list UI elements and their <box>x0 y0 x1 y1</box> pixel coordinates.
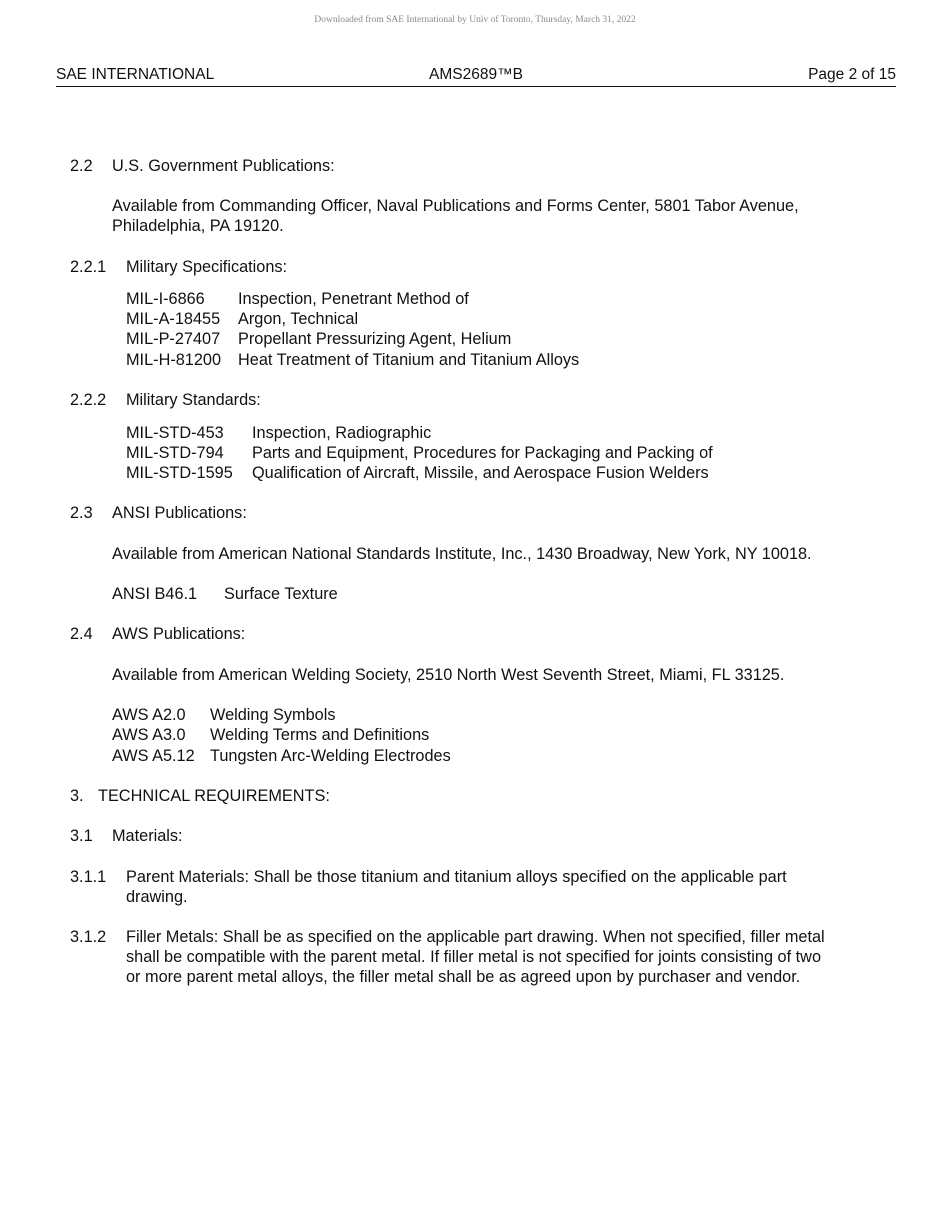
section-2-2-1-number: 2.2.1 <box>70 258 107 276</box>
section-3-1-1-text-line-2: drawing. <box>126 888 188 906</box>
section-3-number: 3. <box>70 787 84 805</box>
mil-std-code: MIL-STD-1595 <box>126 464 233 482</box>
section-2-2-availability-line-1: Available from Commanding Officer, Naval Publications and Forms Center, 5801 Tabor Avenue, <box>112 197 799 215</box>
header-document-id: AMS2689™B <box>429 66 523 83</box>
section-3-title: TECHNICAL REQUIREMENTS: <box>98 787 330 805</box>
download-watermark: Downloaded from SAE International by Univ of Toronto, Thursday, March 31, 2022 <box>314 15 636 25</box>
mil-std-code: MIL-STD-453 <box>126 424 224 442</box>
section-2-2-title: U.S. Government Publications: <box>112 157 335 175</box>
section-3-1-1-number: 3.1.1 <box>70 868 107 886</box>
aws-description: Welding Symbols <box>210 706 336 724</box>
mil-std-code: MIL-STD-794 <box>126 444 224 462</box>
mil-std-description: Inspection, Radiographic <box>252 424 432 442</box>
section-2-4-title: AWS Publications: <box>112 625 246 643</box>
section-3-1-2-text-line-2: shall be compatible with the parent metal. If filler metal is not specified for joints consisting of two <box>126 948 821 966</box>
section-3-1-2-number: 3.1.2 <box>70 928 107 946</box>
mil-spec-description: Inspection, Penetrant Method of <box>238 290 469 308</box>
section-2-3-number: 2.3 <box>70 504 93 522</box>
section-3-1-2-text-line-3: or more parent metal alloys, the filler metal shall be as agreed upon by purchaser and vendor. <box>126 968 801 986</box>
mil-std-description: Qualification of Aircraft, Missile, and Aerospace Fusion Welders <box>252 464 709 482</box>
aws-code: AWS A5.12 <box>112 747 195 765</box>
section-2-2-availability-line-2: Philadelphia, PA 19120. <box>112 217 284 235</box>
header-organization: SAE INTERNATIONAL <box>56 66 215 83</box>
mil-std-description: Parts and Equipment, Procedures for Packaging and Packing of <box>252 444 713 462</box>
ansi-description: Surface Texture <box>224 585 338 603</box>
section-2-3-availability: Available from American National Standards Institute, Inc., 1430 Broadway, New York, NY 10018. <box>112 545 812 563</box>
section-2-4-number: 2.4 <box>70 625 93 643</box>
section-2-2-2-number: 2.2.2 <box>70 391 107 409</box>
section-3-1-2-text-line-1: Filler Metals: Shall be as specified on the applicable part drawing. When not specified, filler metal <box>126 928 825 946</box>
section-2-2-number: 2.2 <box>70 157 93 175</box>
ansi-code: ANSI B46.1 <box>112 585 198 603</box>
header-page-number: Page 2 of 15 <box>808 66 896 83</box>
aws-code: AWS A3.0 <box>112 726 186 744</box>
aws-description: Welding Terms and Definitions <box>210 726 430 744</box>
mil-spec-code: MIL-H-81200 <box>126 351 222 369</box>
mil-spec-description: Argon, Technical <box>238 310 359 328</box>
mil-spec-description: Propellant Pressurizing Agent, Helium <box>238 330 512 348</box>
mil-spec-description: Heat Treatment of Titanium and Titanium Alloys <box>238 351 580 369</box>
page-header <box>56 66 896 87</box>
section-2-3-title: ANSI Publications: <box>112 504 247 522</box>
section-2-2-1-title: Military Specifications: <box>126 258 288 276</box>
mil-spec-code: MIL-A-18455 <box>126 310 221 328</box>
aws-code: AWS A2.0 <box>112 706 186 724</box>
mil-spec-code: MIL-I-6866 <box>126 290 205 308</box>
section-2-4-availability: Available from American Welding Society, 2510 North West Seventh Street, Miami, FL 33125. <box>112 666 785 684</box>
aws-description: Tungsten Arc-Welding Electrodes <box>210 747 451 765</box>
mil-spec-code: MIL-P-27407 <box>126 330 221 348</box>
section-3-1-1-text-line-1: Parent Materials: Shall be those titanium and titanium alloys specified on the applicable part <box>126 868 787 886</box>
section-2-2-2-title: Military Standards: <box>126 391 261 409</box>
section-3-1-number: 3.1 <box>70 827 93 845</box>
section-3-1-title: Materials: <box>112 827 183 845</box>
